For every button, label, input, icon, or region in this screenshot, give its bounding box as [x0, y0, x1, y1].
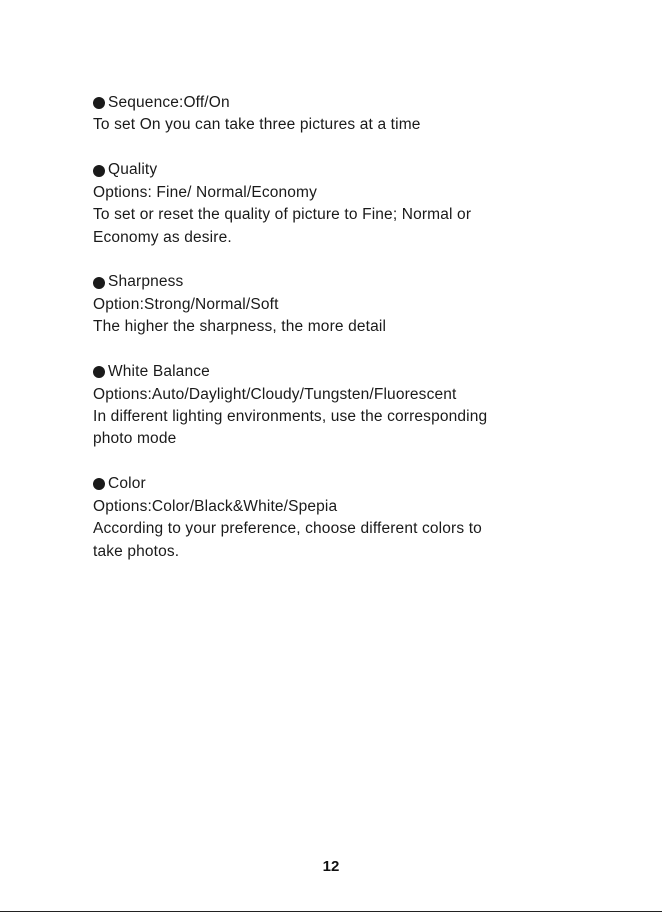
section-quality — [93, 159, 613, 249]
section-text: According to your preference, choose different colors to — [93, 520, 482, 538]
section-heading — [93, 92, 613, 114]
section-text: Options:Auto/Daylight/Cloudy/Tungsten/Fluorescent — [93, 385, 457, 403]
section-title: Quality — [108, 161, 158, 179]
section-text: To set or reset the quality of picture to Fine; Normal or — [93, 206, 472, 224]
section-text: Options: Fine/ Normal/Economy — [93, 183, 318, 201]
section-heading — [93, 473, 613, 495]
section-text: take photos. — [93, 542, 180, 560]
bullet-icon — [93, 478, 105, 490]
section-heading — [93, 271, 613, 293]
bullet-icon — [93, 277, 105, 289]
section-sequence — [93, 92, 613, 137]
bullet-icon — [93, 366, 105, 378]
section-text: Economy as desire. — [93, 228, 232, 246]
section-text: To set On you can take three pictures at a time — [93, 116, 421, 134]
section-text: photo mode — [93, 430, 177, 448]
page-number: 12 — [322, 858, 340, 875]
section-color — [93, 473, 613, 563]
bullet-icon — [93, 165, 105, 177]
bullet-icon — [93, 97, 105, 109]
section-title: Color — [108, 475, 146, 493]
section-title: Sequence:Off/On — [108, 94, 230, 111]
section-text: In different lighting environments, use the corresponding — [93, 407, 488, 425]
section-title: Sharpness — [108, 273, 184, 291]
section-heading — [93, 361, 613, 383]
section-text: The higher the sharpness, the more detail — [93, 318, 387, 336]
bottom-rule — [0, 911, 662, 912]
section-title: White Balance — [108, 363, 210, 381]
section-white-balance — [93, 361, 613, 451]
section-text: Options:Color/Black&White/Spepia — [93, 497, 338, 515]
manual-content — [93, 92, 613, 585]
section-text: Option:Strong/Normal/Soft — [93, 295, 279, 313]
section-heading — [93, 159, 613, 181]
section-sharpness — [93, 271, 613, 338]
